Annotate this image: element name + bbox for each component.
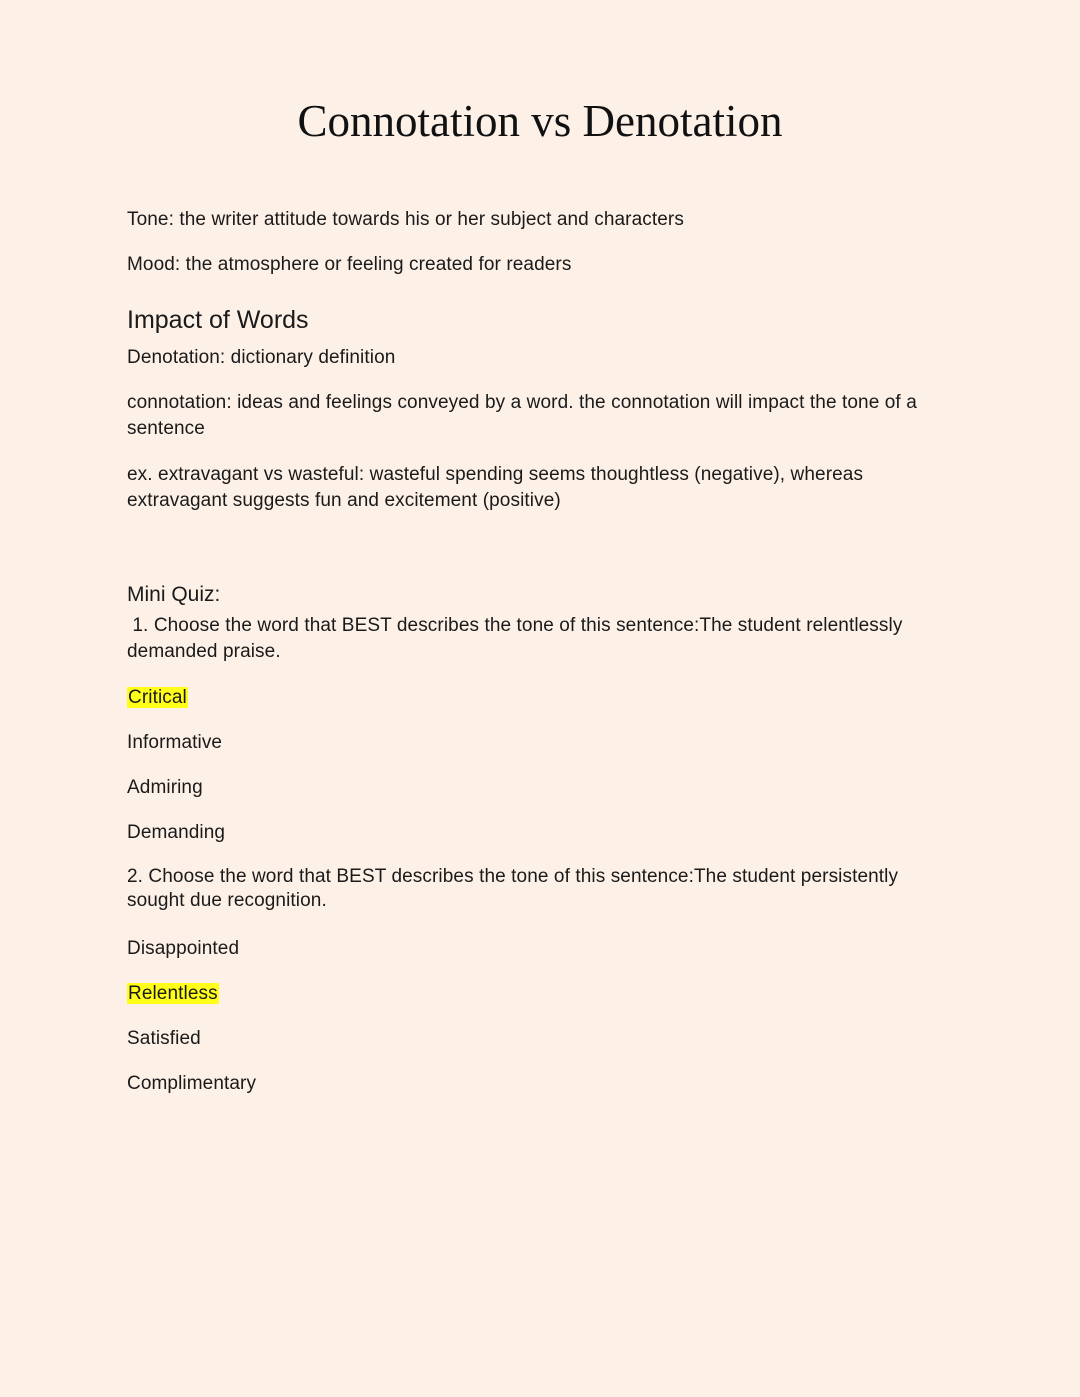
q2-option-satisfied: Satisfied bbox=[127, 1028, 201, 1049]
q2-option-complimentary: Complimentary bbox=[127, 1073, 257, 1094]
q1-option-critical bbox=[127, 685, 188, 711]
tone-definition: Tone: the writer attitude towards his or her subject and characters bbox=[127, 209, 684, 230]
denotation-definition: Denotation: dictionary definition bbox=[127, 347, 396, 368]
q1-option-informative: Informative bbox=[127, 732, 223, 753]
q2-option-disappointed: Disappointed bbox=[127, 938, 240, 959]
quiz-heading: Mini Quiz: bbox=[127, 583, 221, 606]
mood-definition: Mood: the atmosphere or feeling created for readers bbox=[127, 254, 572, 275]
q1-option-demanding: Demanding bbox=[127, 822, 226, 843]
highlighted-answer: Relentless bbox=[128, 983, 218, 1004]
highlighted-answer: Critical bbox=[128, 687, 187, 708]
q1-option-admiring: Admiring bbox=[127, 777, 203, 798]
example-text: ex. extravagant vs wasteful: wasteful spending seems thoughtless (negative), whereas extravagant suggests fun and excitement (positive) bbox=[127, 464, 864, 511]
quiz-question-1: 1. Choose the word that BEST describes the tone of this sentence:The student relentlessly demanded praise. bbox=[127, 615, 908, 662]
q2-option-relentless bbox=[127, 981, 219, 1007]
impact-heading: Impact of Words bbox=[127, 306, 309, 334]
quiz-question-2: 2. Choose the word that BEST describes the tone of this sentence:The student persistently sought due recognition. bbox=[127, 866, 899, 911]
document-title: Connotation vs Denotation bbox=[297, 96, 783, 146]
connotation-definition: connotation: ideas and feelings conveyed by a word. the connotation will impact the tone of a sentence bbox=[127, 392, 917, 439]
